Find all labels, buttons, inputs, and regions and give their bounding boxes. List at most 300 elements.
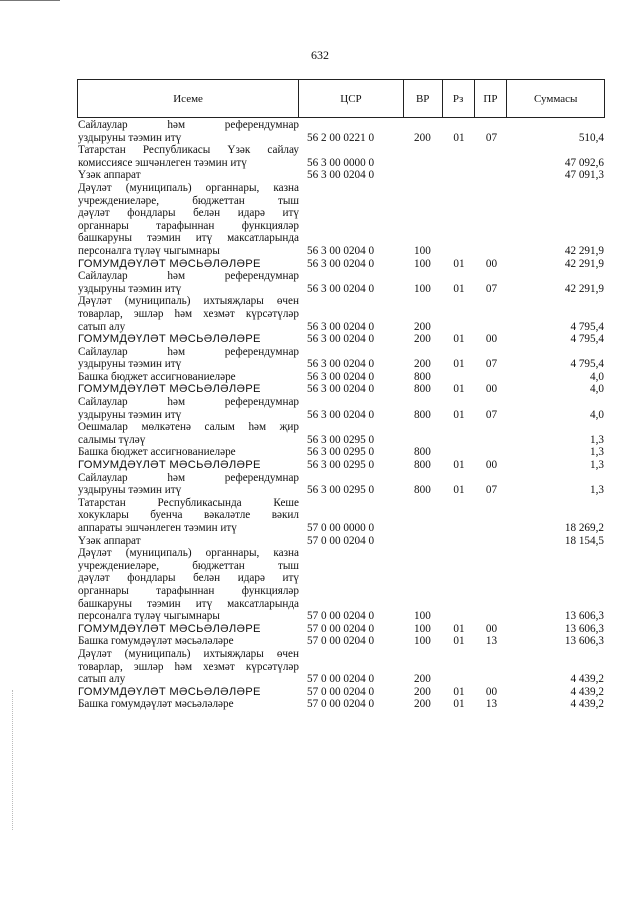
page-edge-mark <box>0 0 60 3</box>
row-pr <box>475 258 508 271</box>
row-csr-value: 56 3 00 0204 0 <box>307 257 375 270</box>
row-vr-value: 200 <box>414 673 431 686</box>
row-sum-value: 4 795,4 <box>570 358 604 371</box>
row-pr <box>475 459 508 472</box>
header-vr: ВР <box>404 80 443 117</box>
row-pr <box>475 346 508 371</box>
row-csr <box>299 547 404 623</box>
row-name <box>77 623 299 636</box>
row-vr <box>404 497 443 535</box>
row-vr-value: 800 <box>414 484 431 497</box>
row-name <box>77 182 299 258</box>
row-sum-value: 4 439,2 <box>570 698 604 711</box>
row-sum <box>508 383 605 396</box>
row-pr <box>475 333 508 346</box>
row-rz <box>443 497 475 535</box>
row-csr <box>299 371 404 384</box>
row-sum-value: 1,3 <box>590 433 604 446</box>
row-name-line: Башка гомумдәүләт мәсьәләләре <box>78 698 234 711</box>
table-row <box>77 396 605 421</box>
row-name-line: Дәүләт (муниципаль) органнары, казна <box>78 547 299 560</box>
row-pr-value: 00 <box>485 622 498 635</box>
row-csr-value: 56 3 00 0000 0 <box>307 156 375 169</box>
table-row <box>77 119 605 144</box>
row-sum-value: 13 606,3 <box>564 610 604 623</box>
row-name <box>77 258 299 271</box>
row-sum <box>508 396 605 421</box>
row-vr-value: 800 <box>414 370 431 383</box>
row-vr <box>404 547 443 623</box>
row-pr-value: 00 <box>485 333 498 346</box>
table-row <box>77 648 605 686</box>
row-rz <box>443 472 475 497</box>
row-vr-value: 100 <box>414 622 431 635</box>
row-pr <box>475 446 508 459</box>
row-rz-value: 01 <box>453 484 465 497</box>
row-pr <box>475 472 508 497</box>
row-rz <box>443 258 475 271</box>
row-sum <box>508 635 605 648</box>
row-vr <box>404 169 443 182</box>
row-sum <box>508 333 605 346</box>
row-sum <box>508 182 605 258</box>
row-csr <box>299 472 404 497</box>
table-row <box>77 635 605 648</box>
row-sum-value: 47 091,3 <box>564 169 604 182</box>
row-name <box>77 119 299 144</box>
row-sum <box>508 648 605 686</box>
row-csr-value: 56 3 00 0204 0 <box>307 370 375 383</box>
row-name-line: Оешмалар мөлкәтенә салым һәм җир <box>78 421 299 434</box>
row-vr <box>404 144 443 169</box>
row-sum-value: 1,3 <box>590 459 604 472</box>
row-pr <box>475 144 508 169</box>
row-name-line: салымы түләү <box>78 433 146 446</box>
row-pr <box>475 535 508 548</box>
row-csr-value: 56 3 00 0204 0 <box>307 320 375 333</box>
row-rz <box>443 182 475 258</box>
row-rz <box>443 535 475 548</box>
row-rz <box>443 421 475 446</box>
row-pr <box>475 383 508 396</box>
row-rz <box>443 698 475 711</box>
row-csr <box>299 383 404 396</box>
row-csr <box>299 623 404 636</box>
row-csr-value: 57 0 00 0000 0 <box>307 522 375 534</box>
row-rz-value: 01 <box>453 131 465 144</box>
table-row <box>77 295 605 333</box>
table-row <box>77 446 605 459</box>
row-name-line: уздыруны тәэмин итү <box>78 282 182 295</box>
row-vr <box>404 686 443 699</box>
row-csr-value: 57 0 00 0204 0 <box>307 673 375 686</box>
row-name-line: Башка гомумдәүләт мәсьәләләре <box>78 635 234 648</box>
row-vr-value: 200 <box>414 698 431 711</box>
row-name-line: органнары тарафыннан функцияләр <box>78 219 299 232</box>
row-rz <box>443 371 475 384</box>
row-name-line: уздыруны тәэмин итү <box>78 358 182 371</box>
row-name-line: товарлар, эшләр һәм хезмәт күрсәтүләр <box>78 307 299 320</box>
row-pr-value: 07 <box>485 408 498 421</box>
row-name-line: персоналга түләү чыгымнары <box>78 610 220 623</box>
row-sum-value: 47 092,6 <box>564 156 604 169</box>
row-sum-value: 4,0 <box>590 408 604 421</box>
row-vr-value: 200 <box>414 685 431 698</box>
row-name <box>77 547 299 623</box>
row-name-line: Татарстан Республикасы Үзәк сайлау <box>78 144 299 157</box>
row-rz <box>443 635 475 648</box>
row-sum <box>508 497 605 535</box>
row-name <box>77 535 299 548</box>
row-vr <box>404 446 443 459</box>
row-name <box>77 446 299 459</box>
row-sum <box>508 421 605 446</box>
row-vr <box>404 396 443 421</box>
row-rz <box>443 295 475 333</box>
row-name-line: персоналга түләү чыгымнары <box>78 244 220 257</box>
row-name-line: органнары тарафыннан функцияләр <box>78 584 299 597</box>
row-pr <box>475 635 508 648</box>
row-name <box>77 144 299 169</box>
row-name-line: ГОМУМДӘҮЛӘТ МӘСЬӘЛӘЛӘРЕ <box>78 622 261 635</box>
row-vr-value: 100 <box>414 282 431 295</box>
table-header <box>77 79 605 118</box>
row-vr-value: 800 <box>414 408 431 421</box>
row-pr <box>475 421 508 446</box>
row-rz-value: 01 <box>453 282 465 295</box>
row-vr-value: 200 <box>414 358 431 371</box>
row-sum-value: 42 291,9 <box>564 244 604 257</box>
row-name-line: сатып алу <box>78 320 126 333</box>
table-row <box>77 333 605 346</box>
row-csr <box>299 346 404 371</box>
table-row <box>77 169 605 182</box>
row-vr <box>404 635 443 648</box>
row-vr <box>404 346 443 371</box>
row-vr <box>404 119 443 144</box>
row-csr <box>299 459 404 472</box>
row-name <box>77 472 299 497</box>
row-csr-value: 56 3 00 0204 0 <box>307 358 375 371</box>
table-row <box>77 144 605 169</box>
row-vr <box>404 270 443 295</box>
row-name-line: башкаруны тәэмин итү максатларында <box>78 597 299 610</box>
table-row <box>77 346 605 371</box>
row-vr-value: 800 <box>414 383 431 396</box>
row-sum-value: 4 439,2 <box>570 673 604 686</box>
row-pr-value: 07 <box>485 131 498 144</box>
row-csr <box>299 648 404 686</box>
row-name <box>77 497 299 535</box>
row-name-line: Сайлаулар һәм референдумнар <box>78 345 299 358</box>
row-vr <box>404 535 443 548</box>
row-rz <box>443 648 475 686</box>
row-sum-value: 13 606,3 <box>564 622 604 635</box>
row-sum-value: 4 439,2 <box>570 685 604 698</box>
row-pr <box>475 371 508 384</box>
table-row <box>77 698 605 711</box>
row-vr-value: 100 <box>414 257 431 270</box>
row-rz-value: 01 <box>453 622 465 635</box>
row-vr-value: 800 <box>414 446 431 459</box>
row-name-line: ГОМУМДӘҮЛӘТ МӘСЬӘЛӘЛӘРЕ <box>78 333 261 346</box>
row-name-line: аппараты эшчәнлеген тәэмин итү <box>78 522 237 534</box>
table-row <box>77 547 605 623</box>
row-pr-value: 07 <box>485 282 498 295</box>
row-rz <box>443 119 475 144</box>
row-name-line: Дәүләт (муниципаль) ихтыяҗлары өчен <box>78 647 299 660</box>
row-vr <box>404 333 443 346</box>
row-csr-value: 56 3 00 0295 0 <box>307 484 375 497</box>
row-csr-value: 56 3 00 0204 0 <box>307 282 375 295</box>
row-csr-value: 56 2 00 0221 0 <box>307 131 375 144</box>
row-sum <box>508 623 605 636</box>
table-row <box>77 459 605 472</box>
row-name-line: дәүләт фондлары белән идарә итү <box>78 572 299 585</box>
row-csr-value: 57 0 00 0204 0 <box>307 635 375 648</box>
row-csr <box>299 295 404 333</box>
row-name <box>77 295 299 333</box>
row-sum <box>508 169 605 182</box>
row-name-line: Башка бюджет ассигнованиеләре <box>78 370 236 383</box>
row-name-line: Сайлаулар һәм референдумнар <box>78 119 299 131</box>
row-name-line: уздыруны тәэмин итү <box>78 131 182 144</box>
row-vr-value: 100 <box>414 244 431 257</box>
row-sum <box>508 270 605 295</box>
row-name-line: уздыруны тәэмин итү <box>78 408 182 421</box>
row-name <box>77 396 299 421</box>
row-vr <box>404 459 443 472</box>
row-csr-value: 56 3 00 0295 0 <box>307 446 375 459</box>
row-csr <box>299 144 404 169</box>
row-sum-value: 18 269,2 <box>564 522 604 534</box>
row-name-line: хокуклары буенча вәкаләтле вәкил <box>78 509 299 522</box>
table-row <box>77 182 605 258</box>
row-name <box>77 383 299 396</box>
row-sum <box>508 371 605 384</box>
row-name-line: ГОМУМДӘҮЛӘТ МӘСЬӘЛӘЛӘРЕ <box>78 257 261 270</box>
table-row <box>77 686 605 699</box>
header-csr: ЦСР <box>299 80 404 117</box>
row-pr <box>475 623 508 636</box>
row-sum <box>508 295 605 333</box>
row-sum <box>508 472 605 497</box>
row-sum-value: 42 291,9 <box>564 257 604 270</box>
row-name <box>77 346 299 371</box>
row-name-line: сатып алу <box>78 673 126 686</box>
row-pr <box>475 648 508 686</box>
row-csr-value: 57 0 00 0204 0 <box>307 610 375 623</box>
row-name <box>77 698 299 711</box>
row-vr-value: 200 <box>414 333 431 346</box>
row-sum-value: 4,0 <box>590 370 604 383</box>
row-name <box>77 635 299 648</box>
row-name <box>77 371 299 384</box>
row-sum-value: 42 291,9 <box>564 282 604 295</box>
row-pr <box>475 169 508 182</box>
row-vr <box>404 383 443 396</box>
header-pr: ПР <box>475 80 508 117</box>
row-csr-value: 57 0 00 0204 0 <box>307 685 375 698</box>
row-vr-value: 200 <box>414 131 431 144</box>
row-name-line: товарлар, эшләр һәм хезмәт күрсәтүләр <box>78 660 299 673</box>
row-rz <box>443 547 475 623</box>
row-csr <box>299 635 404 648</box>
row-csr-value: 57 0 00 0204 0 <box>307 698 375 711</box>
row-sum <box>508 547 605 623</box>
row-name-line: Башка бюджет ассигнованиеләре <box>78 446 236 459</box>
row-vr <box>404 623 443 636</box>
row-name <box>77 270 299 295</box>
row-name-line: ГОМУМДӘҮЛӘТ МӘСЬӘЛӘЛӘРЕ <box>78 383 261 396</box>
row-pr <box>475 686 508 699</box>
header-name: Исеме <box>78 80 299 117</box>
row-vr <box>404 182 443 258</box>
row-rz <box>443 346 475 371</box>
row-name-line: ГОМУМДӘҮЛӘТ МӘСЬӘЛӘЛӘРЕ <box>78 685 261 698</box>
row-csr-value: 57 0 00 0204 0 <box>307 622 375 635</box>
row-csr <box>299 333 404 346</box>
row-rz-value: 01 <box>453 685 465 698</box>
table-row <box>77 371 605 384</box>
row-csr-value: 56 3 00 0295 0 <box>307 459 375 472</box>
row-vr-value: 100 <box>414 635 431 648</box>
row-pr <box>475 119 508 144</box>
row-sum-value: 18 154,5 <box>564 534 604 547</box>
row-csr <box>299 258 404 271</box>
row-csr-value: 56 3 00 0204 0 <box>307 244 375 257</box>
row-sum-value: 1,3 <box>590 446 604 459</box>
row-rz <box>443 383 475 396</box>
row-name-line: Дәүләт (муниципаль) ихтыяҗлары өчен <box>78 295 299 308</box>
row-rz-value: 01 <box>453 635 465 648</box>
row-vr <box>404 421 443 446</box>
row-rz-value: 01 <box>453 257 465 270</box>
row-rz <box>443 686 475 699</box>
row-name-line: учреждениеләре, бюджеттан тыш <box>78 194 299 207</box>
table-row <box>77 497 605 535</box>
row-pr <box>475 497 508 535</box>
header-rz: Рз <box>443 80 475 117</box>
row-rz <box>443 270 475 295</box>
row-name-line: уздыруны тәэмин итү <box>78 484 182 497</box>
row-csr <box>299 698 404 711</box>
row-sum <box>508 459 605 472</box>
row-sum-value: 4 795,4 <box>570 333 604 346</box>
row-rz <box>443 459 475 472</box>
row-pr-value: 00 <box>485 383 498 396</box>
row-csr-value: 56 3 00 0204 0 <box>307 333 375 346</box>
row-vr-value: 800 <box>414 459 431 472</box>
row-vr <box>404 258 443 271</box>
row-pr <box>475 396 508 421</box>
row-sum <box>508 446 605 459</box>
row-pr-value: 07 <box>485 358 498 371</box>
row-pr-value: 07 <box>485 484 498 497</box>
row-pr <box>475 182 508 258</box>
row-csr <box>299 535 404 548</box>
row-rz <box>443 396 475 421</box>
row-sum <box>508 346 605 371</box>
table-row <box>77 258 605 271</box>
row-vr <box>404 295 443 333</box>
row-name-line: дәүләт фондлары белән идарә итү <box>78 207 299 220</box>
row-sum <box>508 144 605 169</box>
row-name <box>77 421 299 446</box>
row-rz-value: 01 <box>453 459 465 472</box>
row-rz-value: 01 <box>453 358 465 371</box>
table-row <box>77 623 605 636</box>
row-vr <box>404 472 443 497</box>
row-rz-value: 01 <box>453 698 465 711</box>
row-pr-value: 13 <box>485 698 498 711</box>
row-name <box>77 686 299 699</box>
row-pr-value: 00 <box>485 459 498 472</box>
row-pr <box>475 295 508 333</box>
row-name-line: Сайлаулар һәм референдумнар <box>78 396 299 409</box>
row-sum-value: 1,3 <box>590 484 604 497</box>
row-name <box>77 333 299 346</box>
row-csr-value: 56 3 00 0204 0 <box>307 383 375 396</box>
row-name-line: Татарстан Республикасында Кеше <box>78 496 299 509</box>
row-csr <box>299 119 404 144</box>
table-row <box>77 383 605 396</box>
row-pr-value: 00 <box>485 685 498 698</box>
row-csr <box>299 396 404 421</box>
row-sum-value: 4 795,4 <box>570 320 604 333</box>
row-name-line: учреждениеләре, бюджеттан тыш <box>78 559 299 572</box>
row-rz-value: 01 <box>453 383 465 396</box>
row-sum-value: 4,0 <box>590 383 604 396</box>
row-pr <box>475 547 508 623</box>
row-sum-value: 13 606,3 <box>564 635 604 648</box>
row-sum-value: 510,4 <box>578 131 604 144</box>
row-name <box>77 459 299 472</box>
row-sum <box>508 119 605 144</box>
row-vr-value: 200 <box>414 320 431 333</box>
row-sum <box>508 535 605 548</box>
row-vr <box>404 371 443 384</box>
row-sum <box>508 686 605 699</box>
row-name-line: комиссиясе эшчәнлеген тәэмин итү <box>78 156 247 169</box>
table-row <box>77 270 605 295</box>
row-pr-value: 00 <box>485 257 498 270</box>
row-name-line: Сайлаулар һәм референдумнар <box>78 471 299 484</box>
row-csr <box>299 169 404 182</box>
row-csr <box>299 446 404 459</box>
row-name-line: Үзәк аппарат <box>78 169 141 182</box>
table-row <box>77 472 605 497</box>
row-vr <box>404 648 443 686</box>
row-csr <box>299 270 404 295</box>
table-row <box>77 421 605 446</box>
row-rz-value: 01 <box>453 408 465 421</box>
header-sum: Суммасы <box>533 92 578 105</box>
row-sum <box>508 698 605 711</box>
row-csr <box>299 182 404 258</box>
row-sum <box>508 258 605 271</box>
table-row <box>77 535 605 548</box>
row-name <box>77 169 299 182</box>
row-name-line: башкаруны тәэмин итү максатларында <box>78 232 299 245</box>
row-vr-value: 100 <box>414 610 431 623</box>
table-body <box>77 119 605 711</box>
page-number: 632 <box>311 48 329 62</box>
row-name-line: Үзәк аппарат <box>78 534 141 547</box>
row-csr <box>299 421 404 446</box>
row-vr <box>404 698 443 711</box>
row-csr-value: 56 3 00 0204 0 <box>307 408 375 421</box>
